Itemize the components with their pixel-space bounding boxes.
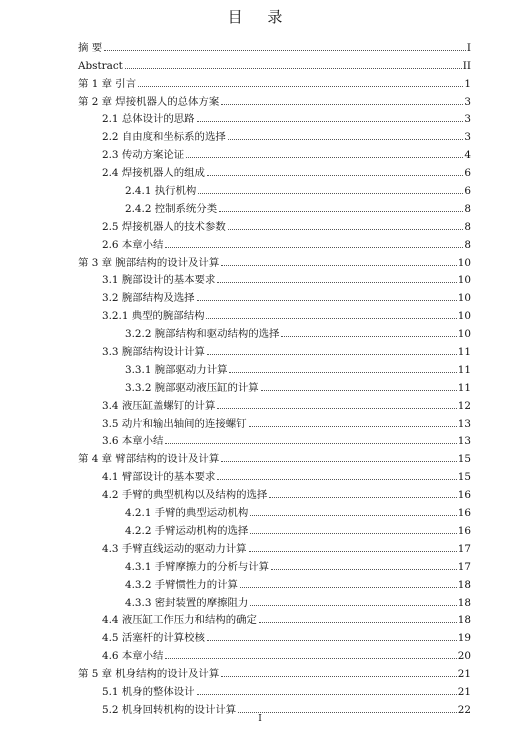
toc-entry[interactable] xyxy=(78,36,471,54)
toc-entry-page: 11 xyxy=(457,363,471,376)
toc-entry[interactable] xyxy=(78,555,471,573)
dot-leader xyxy=(197,121,464,122)
toc-entry-title: 2.4 焊接机器人的组成 xyxy=(102,167,205,180)
toc-entry-page: 11 xyxy=(457,381,471,394)
dot-leader xyxy=(269,497,456,498)
toc-entry-title: 第 4 章 臂部结构的设计及计算 xyxy=(78,453,220,466)
dot-leader xyxy=(249,426,457,427)
toc-entry-title: 2.4.2 控制系统分类 xyxy=(125,202,218,215)
toc-entry[interactable] xyxy=(78,108,471,126)
dot-leader xyxy=(249,551,457,552)
toc-entry[interactable] xyxy=(78,394,471,412)
dot-leader xyxy=(207,354,457,355)
toc-entry-title: 3.3.2 腕部驱动液压缸的计算 xyxy=(125,381,259,394)
toc-entry[interactable] xyxy=(78,447,471,465)
toc-entry[interactable] xyxy=(78,72,471,90)
toc-entry-page: 12 xyxy=(457,399,471,412)
toc-entry[interactable] xyxy=(78,609,471,627)
toc-entry-page: 3 xyxy=(464,131,471,144)
dot-leader xyxy=(261,390,457,391)
dot-leader xyxy=(271,569,457,570)
toc-entry[interactable] xyxy=(78,680,471,698)
page-number: I xyxy=(258,714,262,724)
toc-entry-page: 6 xyxy=(464,185,471,198)
toc-entry-page: 19 xyxy=(457,632,471,645)
dot-leader xyxy=(165,247,463,248)
toc-entry-title: 4.2.1 手臂的典型运动机构 xyxy=(125,507,249,520)
dot-leader xyxy=(197,300,457,301)
toc-entry[interactable] xyxy=(78,269,471,287)
dot-leader xyxy=(104,50,466,51)
toc-entry-title: 4.3.2 手臂惯性力的计算 xyxy=(125,578,238,591)
toc-entry-title: 4.3 手臂直线运动的驱动力计算 xyxy=(102,542,247,555)
toc-entry-page: 6 xyxy=(464,167,471,180)
dot-leader xyxy=(207,175,463,176)
toc-entry-page: 10 xyxy=(457,292,471,305)
toc-entry[interactable] xyxy=(78,501,471,519)
dot-leader xyxy=(250,515,457,516)
dot-leader xyxy=(206,318,456,319)
toc-entry[interactable] xyxy=(78,358,471,376)
toc-entry-title: 4.3.3 密封装置的摩擦阻力 xyxy=(125,596,249,609)
toc-entry-page: 3 xyxy=(464,113,471,126)
toc-entry-title: 4.6 本章小结 xyxy=(102,650,164,663)
toc-entry-title: 4.4 液压缸工作压力和结构的确定 xyxy=(102,614,257,627)
toc-entry[interactable] xyxy=(78,215,471,233)
toc-entry-page: 10 xyxy=(457,328,471,341)
toc-entry[interactable] xyxy=(78,179,471,197)
dot-leader xyxy=(165,658,456,659)
toc-entry-page: 18 xyxy=(457,578,471,591)
dot-leader xyxy=(186,157,463,158)
toc-entry-page: 1 xyxy=(464,77,471,90)
toc-entry-title: 3.2 腕部结构及选择 xyxy=(102,292,195,305)
toc-entry[interactable] xyxy=(78,430,471,448)
toc-entry[interactable] xyxy=(78,161,471,179)
dot-leader xyxy=(217,408,456,409)
toc-entry-page: II xyxy=(462,59,471,72)
toc-entry[interactable] xyxy=(78,465,471,483)
toc-entry-page: I xyxy=(466,41,471,54)
toc-entry-page: 18 xyxy=(457,614,471,627)
toc-entry-title: 3.6 本章小结 xyxy=(102,435,164,448)
toc-entry-page: 11 xyxy=(457,346,471,359)
toc-entry-page: 17 xyxy=(457,560,471,573)
toc-entry-title: 4.1 臂部设计的基本要求 xyxy=(102,471,216,484)
toc-entry-title: 3.2.2 腕部结构和驱动结构的选择 xyxy=(125,328,280,341)
toc-entry-title: 2.5 焊接机器人的技术参数 xyxy=(102,220,226,233)
toc-entry[interactable] xyxy=(78,412,471,430)
toc-entry-title: 3.5 动片和输出轴间的连接螺钉 xyxy=(102,417,247,430)
toc-entry-page: 15 xyxy=(457,453,471,466)
toc-title: 目 录 xyxy=(227,8,293,26)
dot-leader xyxy=(138,86,463,87)
toc-entry-title: 3.3.1 腕部驱动力计算 xyxy=(125,363,228,376)
toc-entry-title: 3.4 液压缸盖螺钉的计算 xyxy=(102,399,216,412)
toc-entry-title: 2.1 总体设计的思路 xyxy=(102,113,195,126)
toc-entry-title: 3.3 腕部结构设计计算 xyxy=(102,346,205,359)
dot-leader xyxy=(219,211,463,212)
toc-entry-page: 3 xyxy=(464,95,471,108)
dot-leader xyxy=(217,282,456,283)
dot-leader xyxy=(221,676,457,677)
table-of-contents xyxy=(78,36,471,716)
toc-entry-page: 16 xyxy=(457,507,471,520)
toc-entry-page: 15 xyxy=(457,471,471,484)
dot-leader xyxy=(238,712,457,713)
toc-entry-page: 16 xyxy=(457,524,471,537)
toc-entry-page: 13 xyxy=(457,435,471,448)
toc-entry[interactable] xyxy=(78,322,471,340)
dot-leader xyxy=(198,193,463,194)
toc-entry[interactable] xyxy=(78,591,471,609)
toc-entry-title: 摘 要 xyxy=(78,41,103,54)
toc-entry-title: 2.6 本章小结 xyxy=(102,238,164,251)
dot-leader xyxy=(281,336,456,337)
toc-entry[interactable] xyxy=(78,125,471,143)
toc-entry[interactable] xyxy=(78,573,471,591)
toc-entry-title: Abstract xyxy=(78,59,123,72)
toc-entry[interactable] xyxy=(78,286,471,304)
toc-entry[interactable] xyxy=(78,233,471,251)
toc-entry-title: 2.4.1 执行机构 xyxy=(125,185,197,198)
toc-entry[interactable] xyxy=(78,537,471,555)
toc-entry-title: 3.1 腕部设计的基本要求 xyxy=(102,274,216,287)
toc-entry-title: 4.2.2 手臂运动机构的选择 xyxy=(125,524,249,537)
dot-leader xyxy=(217,479,456,480)
toc-entry[interactable] xyxy=(78,304,471,322)
dot-leader xyxy=(197,694,457,695)
toc-entry[interactable] xyxy=(78,483,471,501)
dot-leader xyxy=(207,640,457,641)
toc-entry[interactable] xyxy=(78,197,471,215)
toc-entry-title: 第 2 章 焊接机器人的总体方案 xyxy=(78,95,220,108)
toc-entry-page: 21 xyxy=(457,668,471,681)
toc-entry-title: 5.2 机身回转机构的设计计算 xyxy=(102,703,237,716)
toc-entry-title: 2.2 自由度和坐标系的选择 xyxy=(102,131,226,144)
toc-entry-page: 10 xyxy=(457,274,471,287)
toc-entry-title: 4.3.1 手臂摩擦力的分析与计算 xyxy=(125,560,270,573)
toc-entry[interactable] xyxy=(78,376,471,394)
toc-entry-page: 10 xyxy=(457,310,471,323)
toc-entry-page: 17 xyxy=(457,542,471,555)
toc-entry-page: 10 xyxy=(457,256,471,269)
toc-entry[interactable] xyxy=(78,251,471,269)
dot-leader xyxy=(125,68,462,69)
toc-entry[interactable] xyxy=(78,340,471,358)
dot-leader xyxy=(228,229,464,230)
toc-entry-title: 第 3 章 腕部结构的设计及计算 xyxy=(78,256,220,269)
toc-entry-title: 4.5 活塞杆的计算校核 xyxy=(102,632,205,645)
toc-entry[interactable] xyxy=(78,90,471,108)
toc-entry-page: 8 xyxy=(464,220,471,233)
dot-leader xyxy=(229,372,456,373)
toc-entry-page: 16 xyxy=(457,489,471,502)
toc-entry[interactable] xyxy=(78,626,471,644)
dot-leader xyxy=(250,533,457,534)
dot-leader xyxy=(259,622,457,623)
dot-leader xyxy=(250,605,457,606)
toc-entry-title: 5.1 机身的整体设计 xyxy=(102,685,195,698)
toc-entry[interactable] xyxy=(78,662,471,680)
toc-entry-page: 21 xyxy=(457,685,471,698)
toc-entry-page: 13 xyxy=(457,417,471,430)
dot-leader xyxy=(221,461,457,462)
dot-leader xyxy=(221,265,457,266)
toc-entry-page: 4 xyxy=(464,149,471,162)
toc-entry-page: 8 xyxy=(464,202,471,215)
toc-entry[interactable] xyxy=(78,644,471,662)
dot-leader xyxy=(221,104,463,105)
toc-entry-page: 8 xyxy=(464,238,471,251)
toc-entry[interactable] xyxy=(78,54,471,72)
toc-entry-title: 第 1 章 引言 xyxy=(78,77,137,90)
toc-entry-page: 22 xyxy=(457,703,471,716)
dot-leader xyxy=(228,139,464,140)
dot-leader xyxy=(240,587,457,588)
toc-entry[interactable] xyxy=(78,143,471,161)
toc-entry[interactable] xyxy=(78,519,471,537)
dot-leader xyxy=(165,443,456,444)
toc-entry-title: 2.3 传动方案论证 xyxy=(102,149,185,162)
toc-entry-title: 4.2 手臂的典型机构以及结构的选择 xyxy=(102,489,268,502)
toc-entry-page: 18 xyxy=(457,596,471,609)
toc-entry-title: 3.2.1 典型的腕部结构 xyxy=(102,310,205,323)
toc-entry-page: 20 xyxy=(457,650,471,663)
toc-entry-title: 第 5 章 机身结构的设计及计算 xyxy=(78,668,220,681)
